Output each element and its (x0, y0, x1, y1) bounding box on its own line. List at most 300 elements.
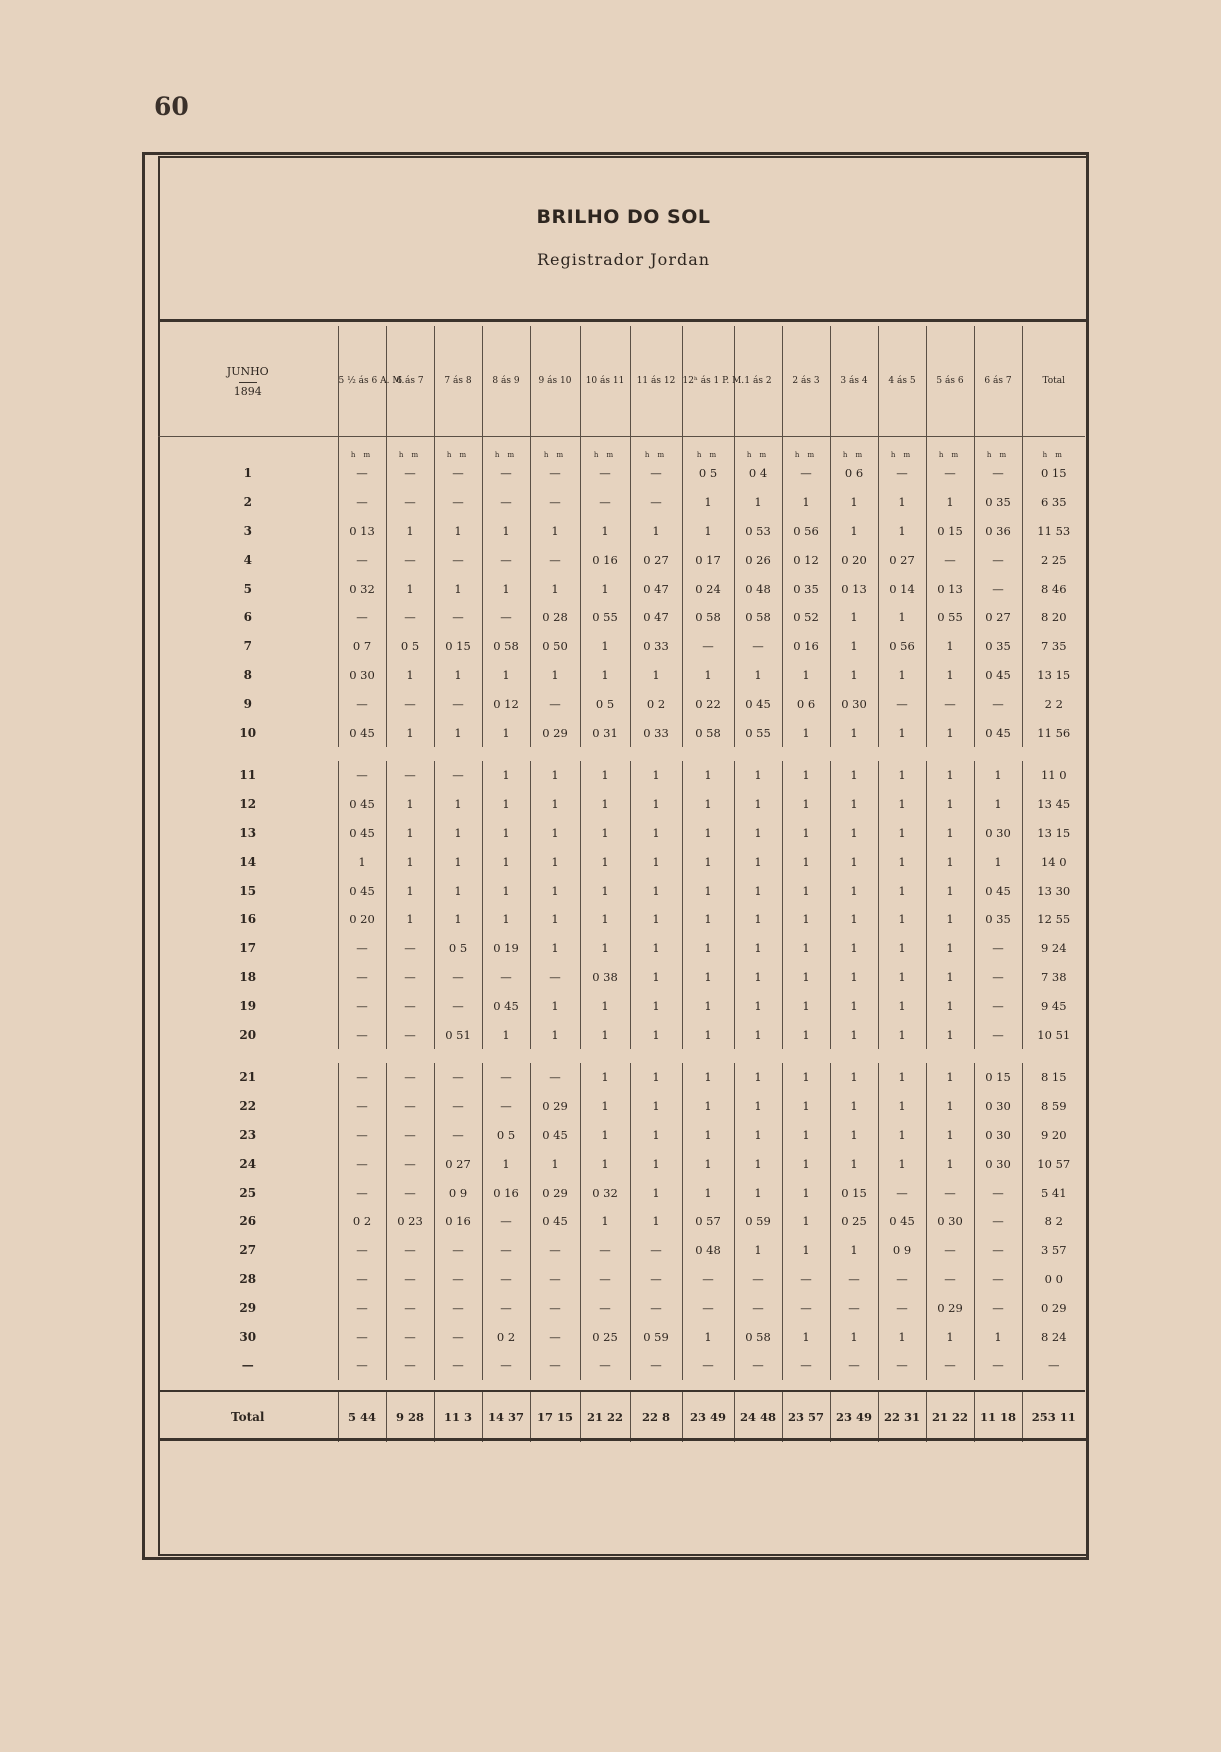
table-title: BRILHO DO SOL (536, 206, 711, 228)
value-cell: — (974, 1265, 1022, 1294)
group-gap (158, 1049, 1085, 1063)
value-cell: 1 (580, 991, 630, 1020)
value-cell: 1 (782, 847, 830, 876)
value-cell: 0 27 (434, 1149, 482, 1178)
day-cell: 2 (243, 495, 252, 510)
day-cell: 3 (243, 523, 252, 538)
value-cell: — (974, 1020, 1022, 1049)
value-cell: 1 (830, 1322, 878, 1351)
total-cell: 11 3 (434, 1391, 482, 1442)
unit-label: h m (630, 437, 682, 460)
value-cell: — (434, 1265, 482, 1294)
day-cell: 10 (239, 725, 257, 740)
value-cell: 2 2 (1022, 689, 1085, 718)
value-cell: — (338, 459, 386, 488)
value-cell: 13 30 (1022, 876, 1085, 905)
value-cell: — (974, 574, 1022, 603)
value-cell: 1 (386, 517, 434, 546)
value-cell: 8 59 (1022, 1092, 1085, 1121)
table-row (158, 1063, 1085, 1092)
value-cell: 1 (926, 1092, 974, 1121)
value-cell: — (434, 689, 482, 718)
sunshine-table (158, 326, 1085, 1442)
value-cell: 0 7 (338, 632, 386, 661)
column-header: 6 ás 7 (386, 326, 434, 437)
value-cell: 1 (338, 847, 386, 876)
value-cell: — (682, 1351, 734, 1380)
table-row (158, 1322, 1085, 1351)
value-cell: 0 45 (734, 689, 782, 718)
value-cell: 8 15 (1022, 1063, 1085, 1092)
value-cell: 1 (630, 1063, 682, 1092)
value-cell: 1 (782, 790, 830, 819)
value-cell: 8 24 (1022, 1322, 1085, 1351)
value-cell: — (530, 1322, 580, 1351)
value-cell: 1 (830, 876, 878, 905)
value-cell: — (974, 1236, 1022, 1265)
value-cell: 1 (782, 1207, 830, 1236)
value-cell: — (434, 459, 482, 488)
value-cell: 1 (926, 876, 974, 905)
value-cell: 0 53 (734, 517, 782, 546)
value-cell: — (434, 545, 482, 574)
value-cell: 1 (434, 790, 482, 819)
value-cell: 0 6 (782, 689, 830, 718)
table-body (158, 437, 1085, 1442)
value-cell: 0 15 (830, 1178, 878, 1207)
value-cell: 1 (682, 819, 734, 848)
unit-label: h m (782, 437, 830, 460)
value-cell: — (878, 459, 926, 488)
value-cell: — (926, 689, 974, 718)
column-header: 10 ás 11 (580, 326, 630, 437)
value-cell: — (530, 1265, 580, 1294)
value-cell: 1 (386, 905, 434, 934)
value-cell: — (974, 1351, 1022, 1380)
value-cell: 0 17 (682, 545, 734, 574)
value-cell: 1 (926, 1063, 974, 1092)
day-cell: 6 (243, 610, 252, 625)
gap-cell (158, 1049, 1085, 1063)
value-cell: — (974, 1178, 1022, 1207)
value-cell: — (338, 1063, 386, 1092)
value-cell: 1 (630, 790, 682, 819)
total-cell: 23 49 (830, 1391, 878, 1442)
value-cell: 0 19 (482, 934, 530, 963)
value-cell: 0 20 (338, 905, 386, 934)
value-cell: 0 13 (926, 574, 974, 603)
value-cell: 1 (734, 905, 782, 934)
value-cell: — (386, 1293, 434, 1322)
table-row (158, 545, 1085, 574)
value-cell: — (434, 963, 482, 992)
value-cell: 0 45 (974, 876, 1022, 905)
unit-label: h m (926, 437, 974, 460)
value-cell: 0 5 (682, 459, 734, 488)
value-cell: — (386, 459, 434, 488)
value-cell: 0 45 (338, 819, 386, 848)
table-row (158, 1020, 1085, 1049)
value-cell: 1 (530, 905, 580, 934)
value-cell: 1 (734, 876, 782, 905)
value-cell: 1 (580, 905, 630, 934)
value-cell: — (434, 488, 482, 517)
value-cell: — (926, 459, 974, 488)
value-cell: 0 33 (630, 632, 682, 661)
value-cell: — (386, 1178, 434, 1207)
value-cell: — (630, 459, 682, 488)
value-cell: 0 45 (482, 991, 530, 1020)
value-cell: 6 35 (1022, 488, 1085, 517)
value-cell: — (974, 963, 1022, 992)
day-cell: 5 (243, 581, 252, 596)
value-cell: 1 (878, 1149, 926, 1178)
value-cell: 1 (926, 661, 974, 690)
value-cell: 1 (830, 905, 878, 934)
value-cell: — (386, 934, 434, 963)
column-header: 7 ás 8 (434, 326, 482, 437)
value-cell: 0 45 (530, 1121, 580, 1150)
value-cell: 0 23 (386, 1207, 434, 1236)
day-cell: 28 (239, 1271, 257, 1286)
value-cell: 1 (580, 761, 630, 790)
value-cell: — (974, 689, 1022, 718)
value-cell: 11 56 (1022, 718, 1085, 747)
value-cell: — (682, 1265, 734, 1294)
value-cell: 1 (682, 1178, 734, 1207)
value-cell: — (386, 1322, 434, 1351)
column-header: 6 ás 7 (974, 326, 1022, 437)
value-cell: 1 (878, 661, 926, 690)
table-row (158, 574, 1085, 603)
value-cell: — (682, 1293, 734, 1322)
table-row (158, 603, 1085, 632)
value-cell: — (386, 545, 434, 574)
value-cell: 1 (434, 517, 482, 546)
value-cell: 0 16 (580, 545, 630, 574)
value-cell: 1 (530, 876, 580, 905)
value-cell: — (482, 1236, 530, 1265)
table-row (158, 876, 1085, 905)
value-cell: 1 (530, 819, 580, 848)
value-cell: 1 (926, 488, 974, 517)
value-cell: — (830, 1351, 878, 1380)
value-cell: — (782, 1351, 830, 1380)
total-cell: 5 44 (338, 1391, 386, 1442)
value-cell: 1 (830, 488, 878, 517)
value-cell: — (974, 459, 1022, 488)
value-cell: 0 56 (782, 517, 830, 546)
value-cell: — (782, 459, 830, 488)
unit-label: h m (386, 437, 434, 460)
value-cell: 0 26 (734, 545, 782, 574)
value-cell: 1 (386, 718, 434, 747)
column-header: 11 ás 12 (630, 326, 682, 437)
day-cell: — (241, 1358, 254, 1373)
value-cell: 0 12 (782, 545, 830, 574)
value-cell: 1 (482, 847, 530, 876)
value-cell: 1 (830, 1063, 878, 1092)
value-cell: — (386, 963, 434, 992)
value-cell: — (580, 1236, 630, 1265)
value-cell: — (530, 689, 580, 718)
value-cell: 1 (878, 876, 926, 905)
value-cell: 0 52 (782, 603, 830, 632)
value-cell: 1 (580, 1063, 630, 1092)
value-cell: 0 58 (734, 1322, 782, 1351)
value-cell: 0 25 (580, 1322, 630, 1351)
value-cell: 1 (878, 1322, 926, 1351)
unit-label: h m (830, 437, 878, 460)
value-cell: — (1022, 1351, 1085, 1380)
value-cell: 1 (782, 1149, 830, 1178)
value-cell: — (530, 545, 580, 574)
value-cell: 1 (482, 761, 530, 790)
table-row (158, 1265, 1085, 1294)
value-cell: 1 (734, 761, 782, 790)
value-cell: — (482, 1265, 530, 1294)
value-cell: 0 20 (830, 545, 878, 574)
unit-label: h m (682, 437, 734, 460)
value-cell: 0 59 (734, 1207, 782, 1236)
value-cell: — (338, 603, 386, 632)
value-cell: 1 (878, 488, 926, 517)
unit-label: h m (530, 437, 580, 460)
value-cell: 1 (682, 847, 734, 876)
value-cell: 1 (386, 574, 434, 603)
value-cell: — (434, 761, 482, 790)
value-cell: 1 (580, 632, 630, 661)
value-cell: 1 (782, 991, 830, 1020)
value-cell: 1 (482, 905, 530, 934)
value-cell: 1 (878, 790, 926, 819)
value-cell: 1 (878, 905, 926, 934)
value-cell: — (878, 1178, 926, 1207)
value-cell: — (386, 991, 434, 1020)
value-cell: — (482, 1351, 530, 1380)
month-divider (239, 382, 257, 383)
column-header: 2 ás 3 (782, 326, 830, 437)
column-header: 5 ás 6 (926, 326, 974, 437)
day-cell: 9 (243, 696, 252, 711)
value-cell: 1 (782, 819, 830, 848)
value-cell: — (682, 632, 734, 661)
table-row (158, 761, 1085, 790)
value-cell: 1 (434, 819, 482, 848)
value-cell: — (386, 488, 434, 517)
value-cell: 1 (926, 1020, 974, 1049)
value-cell: 0 16 (482, 1178, 530, 1207)
value-cell: — (734, 1265, 782, 1294)
value-cell: — (386, 603, 434, 632)
value-cell: 0 50 (530, 632, 580, 661)
unit-label: h m (338, 437, 386, 460)
value-cell: 1 (830, 1020, 878, 1049)
value-cell: 10 57 (1022, 1149, 1085, 1178)
value-cell: 1 (734, 963, 782, 992)
table-row (158, 1293, 1085, 1322)
value-cell: 1 (830, 847, 878, 876)
value-cell: 1 (878, 819, 926, 848)
value-cell: 1 (630, 934, 682, 963)
value-cell: 1 (580, 1092, 630, 1121)
value-cell: 1 (974, 1322, 1022, 1351)
value-cell: 0 2 (482, 1322, 530, 1351)
total-label: Total (158, 1391, 338, 1442)
value-cell: 1 (926, 718, 974, 747)
value-cell: 0 35 (974, 905, 1022, 934)
value-cell: 1 (630, 1092, 682, 1121)
day-cell: 14 (239, 854, 257, 869)
total-cell: 17 15 (530, 1391, 580, 1442)
value-cell: 0 47 (630, 603, 682, 632)
value-cell: 1 (782, 718, 830, 747)
value-cell: — (482, 488, 530, 517)
table-row (158, 847, 1085, 876)
value-cell: 1 (482, 661, 530, 690)
value-cell: — (386, 1265, 434, 1294)
day-cell: 11 (239, 768, 257, 783)
value-cell: — (530, 1063, 580, 1092)
value-cell: — (630, 1351, 682, 1380)
value-cell: 1 (830, 991, 878, 1020)
value-cell: 1 (482, 790, 530, 819)
table-row (158, 1351, 1085, 1380)
value-cell: 1 (734, 1092, 782, 1121)
total-cell: 24 48 (734, 1391, 782, 1442)
value-cell: 1 (926, 934, 974, 963)
value-cell: 1 (580, 1121, 630, 1150)
value-cell: 0 27 (878, 545, 926, 574)
value-cell: 1 (682, 1063, 734, 1092)
value-cell: 13 15 (1022, 819, 1085, 848)
unit-label: h m (1022, 437, 1085, 460)
value-cell: 1 (830, 517, 878, 546)
value-cell: 1 (974, 847, 1022, 876)
value-cell: 1 (630, 661, 682, 690)
value-cell: 1 (782, 963, 830, 992)
value-cell: 1 (878, 1063, 926, 1092)
value-cell: 1 (630, 819, 682, 848)
value-cell: 13 45 (1022, 790, 1085, 819)
value-cell: 1 (630, 847, 682, 876)
value-cell: 1 (682, 876, 734, 905)
table-row (158, 661, 1085, 690)
value-cell: 0 58 (682, 603, 734, 632)
value-cell: 1 (830, 1149, 878, 1178)
value-cell: 1 (482, 574, 530, 603)
value-cell: — (830, 1293, 878, 1322)
table-row (158, 1178, 1085, 1207)
value-cell: — (338, 934, 386, 963)
value-cell: 1 (878, 1092, 926, 1121)
value-cell: 9 45 (1022, 991, 1085, 1020)
value-cell: 1 (782, 1236, 830, 1265)
value-cell: 1 (682, 991, 734, 1020)
value-cell: 13 15 (1022, 661, 1085, 690)
value-cell: — (530, 963, 580, 992)
value-cell: 1 (926, 790, 974, 819)
day-cell: 23 (239, 1127, 257, 1142)
value-cell: 1 (530, 661, 580, 690)
column-header: 4 ás 5 (878, 326, 926, 437)
table-row (158, 934, 1085, 963)
value-cell: — (386, 1149, 434, 1178)
value-cell: 7 35 (1022, 632, 1085, 661)
value-cell: 1 (530, 847, 580, 876)
value-cell: 1 (878, 1121, 926, 1150)
value-cell: — (482, 1293, 530, 1322)
value-cell: — (338, 545, 386, 574)
value-cell: — (782, 1265, 830, 1294)
table-row (158, 689, 1085, 718)
value-cell: — (630, 1236, 682, 1265)
value-cell: — (482, 1063, 530, 1092)
value-cell: 0 16 (434, 1207, 482, 1236)
value-cell: 1 (878, 934, 926, 963)
value-cell: 1 (580, 661, 630, 690)
value-cell: — (338, 963, 386, 992)
value-cell: 1 (630, 1207, 682, 1236)
value-cell: — (338, 1293, 386, 1322)
value-cell: 1 (682, 963, 734, 992)
value-cell: 0 29 (530, 1092, 580, 1121)
value-cell: 0 13 (830, 574, 878, 603)
value-cell: 0 55 (734, 718, 782, 747)
value-cell: 1 (734, 1020, 782, 1049)
value-cell: — (338, 1351, 386, 1380)
value-cell: 0 0 (1022, 1265, 1085, 1294)
value-cell: 0 48 (734, 574, 782, 603)
value-cell: 0 15 (974, 1063, 1022, 1092)
total-cell: 23 57 (782, 1391, 830, 1442)
value-cell: 1 (386, 819, 434, 848)
value-cell: 1 (580, 876, 630, 905)
total-cell: 9 28 (386, 1391, 434, 1442)
title-area (160, 158, 1087, 322)
value-cell: — (580, 459, 630, 488)
value-cell: 1 (734, 847, 782, 876)
value-cell: — (580, 1265, 630, 1294)
value-cell: 1 (830, 819, 878, 848)
value-cell: — (926, 1236, 974, 1265)
value-cell: 0 12 (482, 689, 530, 718)
value-cell: — (386, 1020, 434, 1049)
value-cell: 1 (434, 905, 482, 934)
value-cell: 1 (530, 1020, 580, 1049)
value-cell: — (386, 1236, 434, 1265)
value-cell: 12 55 (1022, 905, 1085, 934)
total-row (158, 1391, 1085, 1442)
value-cell: 1 (734, 790, 782, 819)
value-cell: 1 (630, 517, 682, 546)
value-cell: — (734, 1351, 782, 1380)
value-cell: 1 (530, 991, 580, 1020)
value-cell: 1 (782, 1121, 830, 1150)
value-cell: — (338, 1020, 386, 1049)
value-cell: — (338, 689, 386, 718)
table-row (158, 1149, 1085, 1178)
value-cell: 1 (682, 1322, 734, 1351)
unit-label: h m (482, 437, 530, 460)
value-cell: — (386, 1063, 434, 1092)
month-label: JUNHO (226, 364, 269, 378)
value-cell: 1 (580, 1207, 630, 1236)
value-cell: 0 31 (580, 718, 630, 747)
value-cell: 0 35 (974, 632, 1022, 661)
value-cell: 0 30 (974, 1149, 1022, 1178)
units-row (158, 437, 1085, 460)
